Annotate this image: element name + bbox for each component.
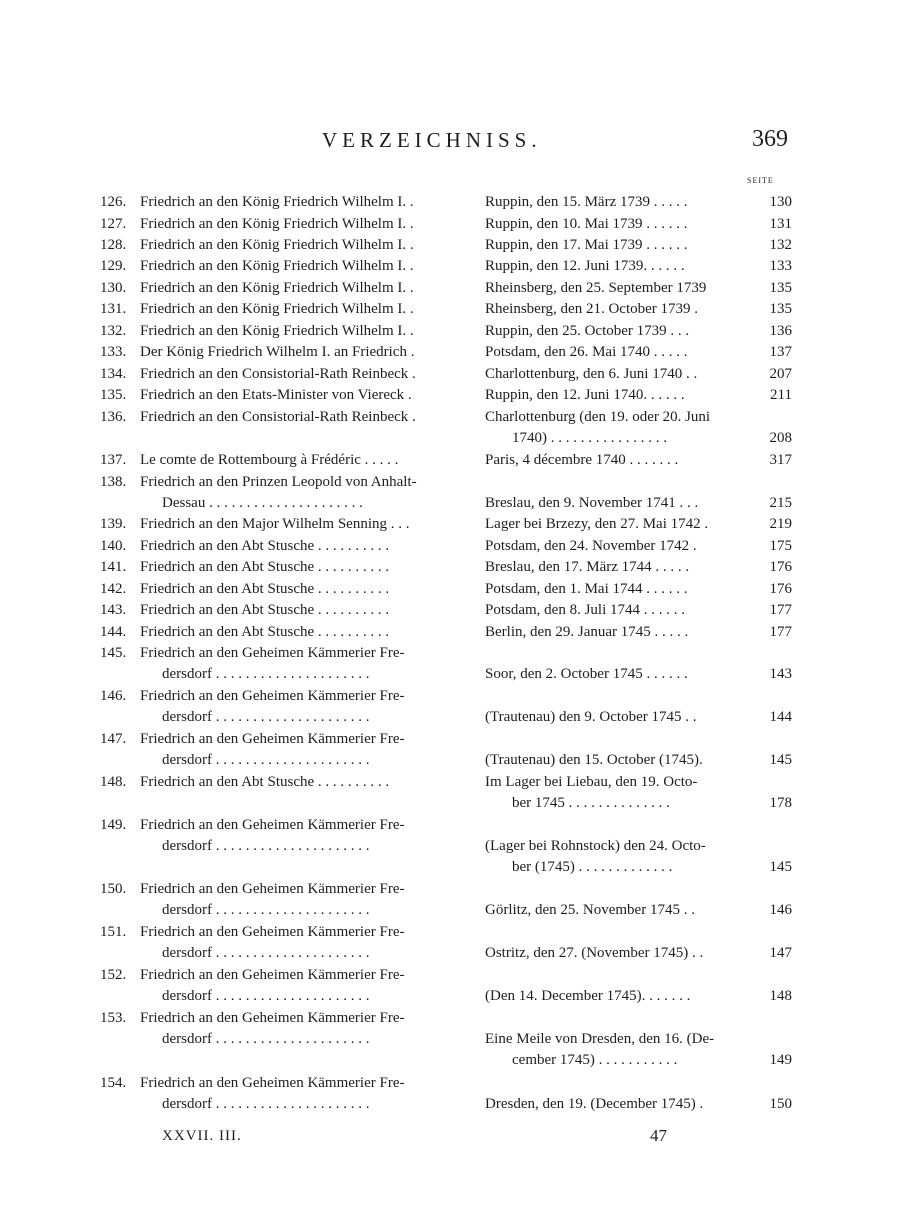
entry-page-number: 144 bbox=[769, 709, 792, 725]
entry-page-number: 177 bbox=[769, 602, 792, 618]
entry-title: Friedrich an den Geheimen Kämmerier Fre- bbox=[140, 967, 405, 983]
entry-number: 129. bbox=[100, 258, 127, 274]
entry-title: Friedrich an den Abt Stusche . . . . . . . . . . bbox=[140, 602, 390, 618]
entry-place-date: Ruppin, den 12. Juni 1739. . . . . . bbox=[485, 258, 685, 274]
entry-page-number: 178 bbox=[769, 795, 792, 811]
entry-number: 144. bbox=[100, 624, 127, 640]
entry-title: Friedrich an den Consistorial-Rath Reinbeck . bbox=[140, 366, 416, 382]
entry-number: 140. bbox=[100, 538, 127, 554]
entry-number: 133. bbox=[100, 344, 127, 360]
entry-page-number: 145 bbox=[769, 859, 792, 875]
entry-number: 138. bbox=[100, 474, 127, 490]
entry-title: Friedrich an den Abt Stusche . . . . . . . . . . bbox=[140, 581, 390, 597]
entry-page-number: 133 bbox=[769, 258, 792, 274]
entry-title: Friedrich an den Geheimen Kämmerier Fre- bbox=[140, 645, 405, 661]
entry-place-date-continuation: cember 1745) . . . . . . . . . . . bbox=[512, 1052, 678, 1068]
entry-page-number: 147 bbox=[769, 945, 792, 961]
entry-page-number: 146 bbox=[769, 902, 792, 918]
entry-number: 150. bbox=[100, 881, 127, 897]
entry-place-date-continuation: ber (1745) . . . . . . . . . . . . . bbox=[512, 859, 673, 875]
entry-title: Friedrich an den Geheimen Kämmerier Fre- bbox=[140, 817, 405, 833]
entry-page-number: 317 bbox=[769, 452, 792, 468]
entry-number: 148. bbox=[100, 774, 127, 790]
entry-place-date-continuation: 1740) . . . . . . . . . . . . . . . . bbox=[512, 430, 667, 446]
entry-title-continuation: dersdorf . . . . . . . . . . . . . . . . . . . . . bbox=[162, 1031, 370, 1047]
entry-title: Friedrich an den Abt Stusche . . . . . . . . . . bbox=[140, 774, 390, 790]
entry-place-date-continuation: Görlitz, den 25. November 1745 . . bbox=[485, 902, 695, 918]
entry-number: 141. bbox=[100, 559, 127, 575]
page-title: VERZEICHNISS. bbox=[322, 128, 542, 152]
entry-page-number: 136 bbox=[769, 323, 792, 339]
entry-title-continuation: dersdorf . . . . . . . . . . . . . . . . . . . . . bbox=[162, 945, 370, 961]
entry-title-continuation: dersdorf . . . . . . . . . . . . . . . . . . . . . bbox=[162, 988, 370, 1004]
entry-place-date: Ruppin, den 25. October 1739 . . . bbox=[485, 323, 690, 339]
entry-place-date: Potsdam, den 8. Juli 1744 . . . . . . bbox=[485, 602, 686, 618]
entry-title: Friedrich an den König Friedrich Wilhelm I. . bbox=[140, 280, 414, 296]
entry-title-continuation: dersdorf . . . . . . . . . . . . . . . . . . . . . bbox=[162, 838, 370, 854]
entry-place-date: Berlin, den 29. Januar 1745 . . . . . bbox=[485, 624, 689, 640]
entry-number: 131. bbox=[100, 301, 127, 317]
entry-title: Friedrich an den König Friedrich Wilhelm I. . bbox=[140, 301, 414, 317]
entry-page-number: 207 bbox=[769, 366, 792, 382]
entry-page-number: 148 bbox=[769, 988, 792, 1004]
entry-number: 142. bbox=[100, 581, 127, 597]
entry-place-date: Charlottenburg, den 6. Juni 1740 . . bbox=[485, 366, 698, 382]
page-number: 369 bbox=[752, 126, 788, 152]
entry-number: 154. bbox=[100, 1075, 127, 1091]
entry-page-number: 208 bbox=[769, 430, 792, 446]
entry-title: Friedrich an den Prinzen Leopold von Anhalt- bbox=[140, 474, 417, 490]
entry-title-continuation: dersdorf . . . . . . . . . . . . . . . . . . . . . bbox=[162, 752, 370, 768]
entry-title: Friedrich an den Abt Stusche . . . . . . . . . . bbox=[140, 624, 390, 640]
entry-page-number: 145 bbox=[769, 752, 792, 768]
entry-place-date-continuation: Breslau, den 9. November 1741 . . . bbox=[485, 495, 699, 511]
entry-title: Friedrich an den König Friedrich Wilhelm I. . bbox=[140, 258, 414, 274]
entry-place-date: Paris, 4 décembre 1740 . . . . . . . bbox=[485, 452, 679, 468]
entry-title: Friedrich an den König Friedrich Wilhelm I. . bbox=[140, 216, 414, 232]
entry-page-number: 211 bbox=[770, 387, 792, 403]
entry-place-date: Potsdam, den 26. Mai 1740 . . . . . bbox=[485, 344, 688, 360]
entry-page-number: 135 bbox=[769, 280, 792, 296]
entry-page-number: 130 bbox=[769, 194, 792, 210]
sheet-number: 47 bbox=[650, 1126, 667, 1145]
entry-title: Friedrich an den Major Wilhelm Senning . . . bbox=[140, 516, 410, 532]
entry-place-date: Im Lager bei Liebau, den 19. Octo- bbox=[485, 774, 698, 790]
entry-place-date-continuation: Dresden, den 19. (December 1745) . bbox=[485, 1096, 704, 1112]
entry-title: Friedrich an den König Friedrich Wilhelm I. . bbox=[140, 323, 414, 339]
signature-mark: XXVII. III. bbox=[162, 1128, 242, 1144]
entry-page-number: 176 bbox=[769, 559, 792, 575]
entry-number: 136. bbox=[100, 409, 127, 425]
entry-page-number: 150 bbox=[769, 1096, 792, 1112]
entry-page-number: 177 bbox=[769, 624, 792, 640]
entry-place-date: Lager bei Brzezy, den 27. Mai 1742 . bbox=[485, 516, 709, 532]
entry-place-date-continuation: (Trautenau) den 15. October (1745). bbox=[485, 752, 703, 768]
entry-number: 139. bbox=[100, 516, 127, 532]
entry-place-date: Ruppin, den 15. März 1739 . . . . . bbox=[485, 194, 688, 210]
entry-title: Friedrich an den Geheimen Kämmerier Fre- bbox=[140, 881, 405, 897]
entry-number: 137. bbox=[100, 452, 127, 468]
entry-page-number: 149 bbox=[769, 1052, 792, 1068]
entry-title: Le comte de Rottembourg à Frédéric . . . . . bbox=[140, 452, 399, 468]
entry-title: Friedrich an den Abt Stusche . . . . . . . . . . bbox=[140, 559, 390, 575]
entry-number: 143. bbox=[100, 602, 127, 618]
entry-number: 135. bbox=[100, 387, 127, 403]
entry-title-continuation: dersdorf . . . . . . . . . . . . . . . . . . . . . bbox=[162, 1096, 370, 1112]
entry-place-date: Potsdam, den 24. November 1742 . bbox=[485, 538, 697, 554]
entry-place-date-continuation: (Trautenau) den 9. October 1745 . . bbox=[485, 709, 697, 725]
entry-place-date-continuation: Soor, den 2. October 1745 . . . . . . bbox=[485, 666, 688, 682]
entry-title: Friedrich an den Abt Stusche . . . . . . . . . . bbox=[140, 538, 390, 554]
entry-place-date-continuation: Ostritz, den 27. (November 1745) . . bbox=[485, 945, 704, 961]
entry-title-continuation: dersdorf . . . . . . . . . . . . . . . . . . . . . bbox=[162, 666, 370, 682]
entry-title-continuation: dersdorf . . . . . . . . . . . . . . . . . . . . . bbox=[162, 709, 370, 725]
entry-title-continuation: Dessau . . . . . . . . . . . . . . . . . . . . . bbox=[162, 495, 363, 511]
entry-page-number: 219 bbox=[769, 516, 792, 532]
entry-number: 153. bbox=[100, 1010, 127, 1026]
entry-number: 151. bbox=[100, 924, 127, 940]
entry-page-number: 132 bbox=[769, 237, 792, 253]
entry-number: 134. bbox=[100, 366, 127, 382]
seite-column-label: SEITE bbox=[747, 176, 774, 185]
entry-page-number: 215 bbox=[769, 495, 792, 511]
entry-page-number: 135 bbox=[769, 301, 792, 317]
entry-number: 130. bbox=[100, 280, 127, 296]
entry-page-number: 175 bbox=[769, 538, 792, 554]
entry-number: 146. bbox=[100, 688, 127, 704]
entry-page-number: 176 bbox=[769, 581, 792, 597]
entry-place-date: Rheinsberg, den 21. October 1739 . bbox=[485, 301, 699, 317]
entry-page-number: 143 bbox=[769, 666, 792, 682]
entry-title: Friedrich an den Geheimen Kämmerier Fre- bbox=[140, 731, 405, 747]
entry-place-date-continuation: Eine Meile von Dresden, den 16. (De- bbox=[485, 1031, 715, 1047]
entry-place-date: Potsdam, den 1. Mai 1744 . . . . . . bbox=[485, 581, 688, 597]
entry-title: Friedrich an den König Friedrich Wilhelm I. . bbox=[140, 194, 414, 210]
entry-place-date: Charlottenburg (den 19. oder 20. Juni bbox=[485, 409, 711, 425]
entry-page-number: 131 bbox=[769, 216, 792, 232]
entry-place-date-continuation: (Lager bei Rohnstock) den 24. Octo- bbox=[485, 838, 706, 854]
entry-place-date: Ruppin, den 17. Mai 1739 . . . . . . bbox=[485, 237, 688, 253]
entry-place-date: Ruppin, den 12. Juni 1740. . . . . . bbox=[485, 387, 685, 403]
entry-title-continuation: dersdorf . . . . . . . . . . . . . . . . . . . . . bbox=[162, 902, 370, 918]
entry-place-date: Rheinsberg, den 25. September 1739 bbox=[485, 280, 707, 296]
entry-title: Friedrich an den Geheimen Kämmerier Fre- bbox=[140, 1010, 405, 1026]
entry-title: Friedrich an den Etats-Minister von Viereck . bbox=[140, 387, 412, 403]
entry-place-date-continuation: ber 1745 . . . . . . . . . . . . . . bbox=[512, 795, 670, 811]
entry-number: 127. bbox=[100, 216, 127, 232]
entry-number: 126. bbox=[100, 194, 127, 210]
entry-title: Friedrich an den König Friedrich Wilhelm I. . bbox=[140, 237, 414, 253]
entry-number: 128. bbox=[100, 237, 127, 253]
entry-number: 147. bbox=[100, 731, 127, 747]
entry-title: Friedrich an den Geheimen Kämmerier Fre- bbox=[140, 1075, 405, 1091]
entry-title: Friedrich an den Consistorial-Rath Reinbeck . bbox=[140, 409, 416, 425]
entry-title: Friedrich an den Geheimen Kämmerier Fre- bbox=[140, 688, 405, 704]
entry-place-date-continuation: (Den 14. December 1745). . . . . . . bbox=[485, 988, 691, 1004]
entry-place-date: Breslau, den 17. März 1744 . . . . . bbox=[485, 559, 690, 575]
entry-number: 149. bbox=[100, 817, 127, 833]
entry-title: Der König Friedrich Wilhelm I. an Friedrich . bbox=[140, 344, 415, 360]
entry-page-number: 137 bbox=[769, 344, 792, 360]
entry-number: 152. bbox=[100, 967, 127, 983]
entry-number: 145. bbox=[100, 645, 127, 661]
entry-title: Friedrich an den Geheimen Kämmerier Fre- bbox=[140, 924, 405, 940]
entry-number: 132. bbox=[100, 323, 127, 339]
entry-place-date: Ruppin, den 10. Mai 1739 . . . . . . bbox=[485, 216, 688, 232]
